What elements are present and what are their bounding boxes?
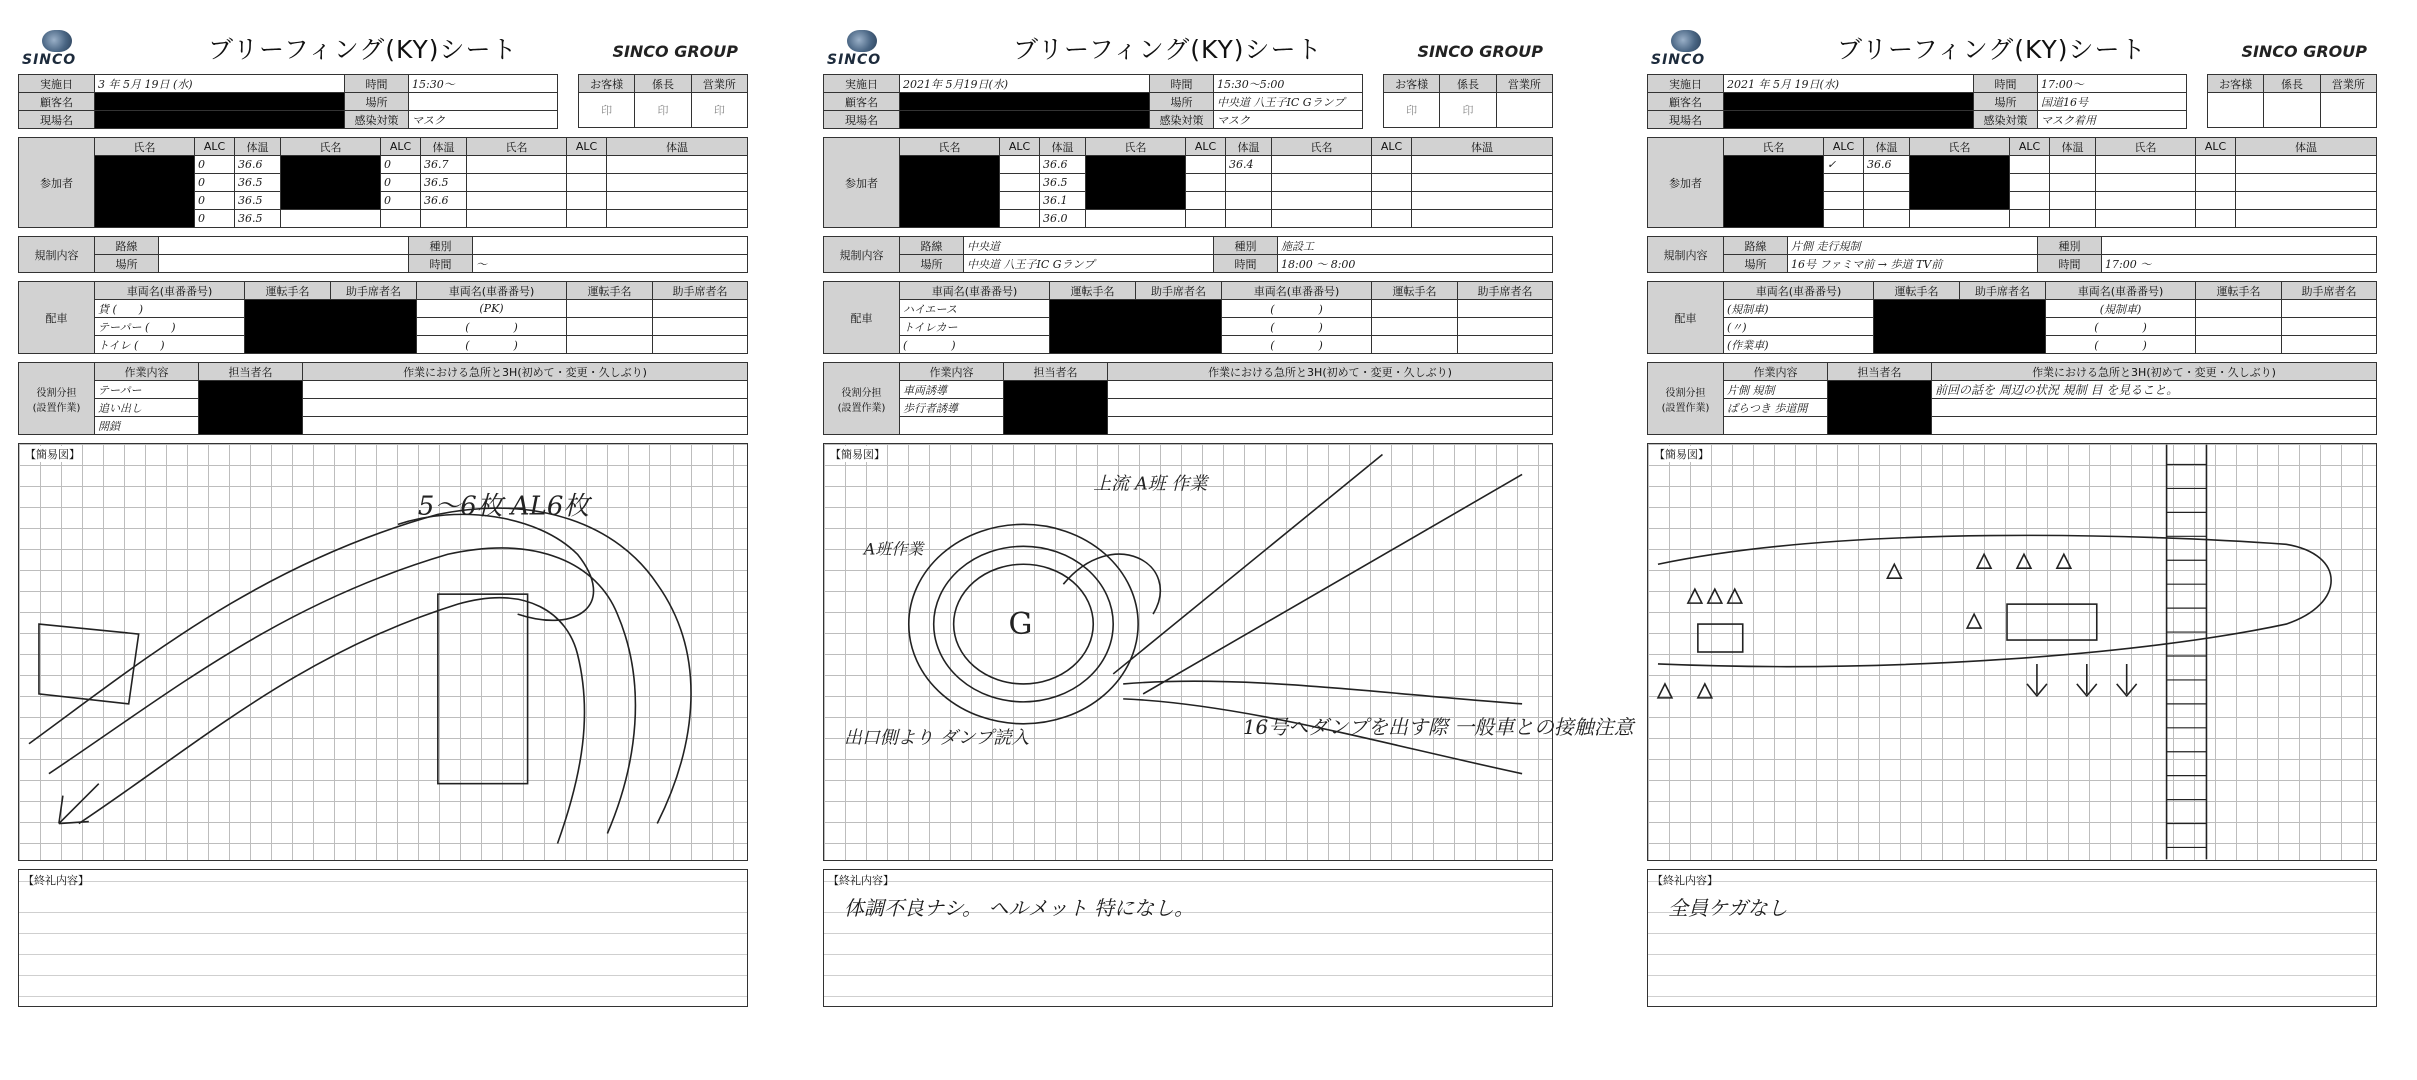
temp-header: 体温 xyxy=(1412,138,1553,156)
closing-area xyxy=(1647,869,2377,1007)
logo-mark-icon xyxy=(42,30,72,52)
vehicle-header: 車両名(車番番号) xyxy=(1222,282,1372,300)
manager-label: 顧客名 xyxy=(19,93,95,111)
dispatch-label: 配車 xyxy=(824,282,900,354)
time-value: 15:30～5:00 xyxy=(1214,75,1363,93)
sketch-area xyxy=(1647,443,2377,861)
roles-label: 役割分担 (設置作業) xyxy=(19,363,95,435)
sheet-title: ブリーフィング(KY)シート xyxy=(1837,35,2147,64)
name-header: 氏名 xyxy=(95,138,195,156)
dispatch-label: 配車 xyxy=(19,282,95,354)
participants-label: 参加者 xyxy=(824,138,900,228)
type-label: 種別 xyxy=(2038,237,2102,255)
sinco-logo xyxy=(823,30,903,74)
date-label: 実施日 xyxy=(19,75,95,93)
date-label: 実施日 xyxy=(824,75,900,93)
person-header: 担当者名 xyxy=(199,363,303,381)
svg-text:G: G xyxy=(1008,607,1033,643)
redacted-customer xyxy=(95,93,345,111)
participant-row: 0 36.6 0 36.7 xyxy=(19,156,748,174)
alc-header: ALC xyxy=(567,138,607,156)
regulation-label: 規制内容 xyxy=(1648,237,1724,273)
site-label: 現場名 xyxy=(19,111,95,129)
group-logo: SINCO GROUP xyxy=(612,42,738,61)
vehicle-cell: (規制車) xyxy=(2046,300,2196,318)
name-header: 氏名 xyxy=(1272,138,1372,156)
vehicle-cell: (〃) xyxy=(1724,318,1874,336)
alc-header: ALC xyxy=(381,138,421,156)
points-header: 作業における急所と3H(初めて・変更・久しぶり) xyxy=(1108,363,1553,381)
regulation-label: 規制内容 xyxy=(19,237,95,273)
alc-header: ALC xyxy=(2196,138,2236,156)
participant-row: 36.0 xyxy=(824,210,1553,228)
sketch-label: 【簡易図】 xyxy=(830,448,885,461)
participant-row: 0 36.5 xyxy=(19,210,748,228)
date-label: 実施日 xyxy=(1648,75,1724,93)
redacted-names xyxy=(281,156,381,210)
redacted-names xyxy=(900,156,1000,228)
redacted-drivers xyxy=(1050,300,1222,354)
sheet-header xyxy=(823,16,1553,74)
redacted-site xyxy=(900,111,1150,129)
date-value: 2021 年 5月 19日(水) xyxy=(1724,75,1974,93)
alc-header: ALC xyxy=(195,138,235,156)
dispatch-table xyxy=(18,281,748,354)
manager-label: 顧客名 xyxy=(1648,93,1724,111)
assistant-header: 助手席者名 xyxy=(1960,282,2046,300)
group-logo: SINCO GROUP xyxy=(1417,42,1543,61)
participants-table xyxy=(18,137,748,228)
type-label: 種別 xyxy=(409,237,473,255)
regulation-table xyxy=(18,236,748,273)
redacted-names xyxy=(1724,156,1824,228)
role-cell xyxy=(900,417,1004,435)
name-header: 氏名 xyxy=(1724,138,1824,156)
alc-header: ALC xyxy=(1824,138,1864,156)
driver-header: 運転手名 xyxy=(1874,282,1960,300)
stamp-customer xyxy=(2208,93,2264,128)
participant-row: ✓ 36.6 xyxy=(1648,156,2377,174)
closing-note: 全員ケガなし xyxy=(1668,896,1788,920)
period-value: 17:00 ～ xyxy=(2102,255,2377,273)
place-value: 中央道 八王子IC Gランプ xyxy=(1214,93,1363,111)
roles-label: 役割分担 (設置作業) xyxy=(824,363,900,435)
roles-table xyxy=(18,362,748,435)
site-label: 現場名 xyxy=(824,111,900,129)
vehicle-cell: 貨 ( ) xyxy=(95,300,245,318)
route-label: 路線 xyxy=(95,237,159,255)
role-point xyxy=(303,381,748,399)
route-value xyxy=(159,237,409,255)
assistant-header: 助手席者名 xyxy=(653,282,748,300)
stamp-boss: 印 xyxy=(635,93,691,128)
vehicle-cell: トイレ ( ) xyxy=(95,336,245,354)
work-header: 作業内容 xyxy=(95,363,199,381)
stamp-office xyxy=(1496,93,1552,128)
vehicle-cell: ( ) xyxy=(2046,336,2196,354)
sinco-logo xyxy=(1647,30,1727,74)
site-label: 現場名 xyxy=(1648,111,1724,129)
participant-row: 0 36.5 0 36.5 xyxy=(19,174,748,192)
stamp-boss xyxy=(2264,93,2320,128)
stamp-boss: 印 xyxy=(1440,93,1496,128)
name-header: 氏名 xyxy=(2096,138,2196,156)
redacted-site xyxy=(1724,111,1974,129)
vehicle-cell: テーパー ( ) xyxy=(95,318,245,336)
stamp-customer: 印 xyxy=(579,93,635,128)
stamp-office-label: 営業所 xyxy=(2320,75,2376,93)
closing-note: 体調不良ナシ。 ヘルメット 特になし。 xyxy=(844,896,1195,920)
infection-value: マスク着用 xyxy=(2038,111,2187,129)
role-point: 前回の話を 周辺の状況 規制 目 を見ること。 xyxy=(1932,381,2377,399)
sketch-label: 【簡易図】 xyxy=(25,448,80,461)
route-value: 片側 走行規制 xyxy=(1788,237,2038,255)
role-cell: 片側 規制 xyxy=(1724,381,1828,399)
vehicle-cell: ( ) xyxy=(417,318,567,336)
period-label: 時間 xyxy=(409,255,473,273)
redacted-person xyxy=(199,381,303,435)
location-label: 場所 xyxy=(900,255,964,273)
type-value xyxy=(2102,237,2377,255)
date-value: 3 年 5月 19日 (水) xyxy=(95,75,345,93)
logo-mark-icon xyxy=(1671,30,1701,52)
vehicle-cell: ( ) xyxy=(1222,318,1372,336)
vehicle-header: 車両名(車番番号) xyxy=(417,282,567,300)
redacted-person xyxy=(1004,381,1108,435)
vehicle-cell: ( ) xyxy=(1222,300,1372,318)
redacted-drivers xyxy=(245,300,417,354)
dispatch-table xyxy=(1647,281,2377,354)
person-header: 担当者名 xyxy=(1004,363,1108,381)
route-value: 中央道 xyxy=(964,237,1214,255)
vehicle-cell: ( ) xyxy=(1222,336,1372,354)
vehicle-header: 車両名(車番番号) xyxy=(900,282,1050,300)
route-label: 路線 xyxy=(1724,237,1788,255)
stamp-table xyxy=(2207,74,2377,128)
period-value: 18:00 ～ 8:00 xyxy=(1278,255,1553,273)
sheet-header xyxy=(18,16,748,74)
driver-header: 運転手名 xyxy=(245,282,331,300)
sketch-drawing xyxy=(19,444,747,860)
redacted-names xyxy=(95,156,195,228)
group-logo: SINCO GROUP xyxy=(2241,42,2367,61)
svg-text:上流 A班 作業: 上流 A班 作業 xyxy=(1093,473,1208,495)
redacted-names xyxy=(1086,156,1186,210)
participants-label: 参加者 xyxy=(1648,138,1724,228)
sheet-header xyxy=(1647,16,2377,74)
name-header: 氏名 xyxy=(900,138,1000,156)
time-label: 時間 xyxy=(1150,75,1214,93)
assistant-header: 助手席者名 xyxy=(2282,282,2377,300)
place-label: 場所 xyxy=(1974,93,2038,111)
temp-header: 体温 xyxy=(1040,138,1086,156)
time-label: 時間 xyxy=(1974,75,2038,93)
work-header: 作業内容 xyxy=(900,363,1004,381)
participant-row: 36.5 xyxy=(824,174,1553,192)
closing-label: 【終礼内容】 xyxy=(828,874,894,887)
assistant-header: 助手席者名 xyxy=(1458,282,1553,300)
logo-text: SINCO xyxy=(1651,52,1706,68)
sketch-label: 【簡易図】 xyxy=(1654,448,1709,461)
driver-header: 運転手名 xyxy=(2196,282,2282,300)
stamp-table xyxy=(578,74,748,128)
alc-header: ALC xyxy=(1186,138,1226,156)
infection-label: 感染対策 xyxy=(1150,111,1214,129)
participant-row: 0 36.5 0 36.6 xyxy=(19,192,748,210)
regulation-label: 規制内容 xyxy=(824,237,900,273)
alc-header: ALC xyxy=(1372,138,1412,156)
place-value xyxy=(409,93,558,111)
name-header: 氏名 xyxy=(467,138,567,156)
stamp-office-label: 営業所 xyxy=(1496,75,1552,93)
regulation-table xyxy=(823,236,1553,273)
svg-text:16号へダンプを出す際 一般車との接触注意: 16号へダンプを出す際 一般車との接触注意 xyxy=(1242,714,1634,739)
role-point xyxy=(1108,381,1553,399)
svg-text:5～6枚 AL6枚: 5～6枚 AL6枚 xyxy=(417,491,590,522)
time-value: 17:00～ xyxy=(2038,75,2187,93)
temp-header: 体温 xyxy=(2236,138,2377,156)
briefing-sheet xyxy=(1647,16,2377,1066)
infection-value: マスク xyxy=(1214,111,1363,129)
vehicle-cell: (作業車) xyxy=(1724,336,1874,354)
regulation-table xyxy=(1647,236,2377,273)
location-value xyxy=(159,255,409,273)
info-block xyxy=(18,74,748,129)
temp-header: 体温 xyxy=(2050,138,2096,156)
period-label: 時間 xyxy=(1214,255,1278,273)
period-label: 時間 xyxy=(2038,255,2102,273)
person-header: 担当者名 xyxy=(1828,363,1932,381)
stamp-customer-label: お客様 xyxy=(579,75,635,93)
stamp-customer-label: お客様 xyxy=(2208,75,2264,93)
closing-area xyxy=(18,869,748,1007)
alc-header: ALC xyxy=(1000,138,1040,156)
place-value: 国道16号 xyxy=(2038,93,2187,111)
stamp-office-label: 営業所 xyxy=(691,75,747,93)
redacted-customer xyxy=(1724,93,1974,111)
type-value xyxy=(473,237,748,255)
svg-text:出口側より ダンプ読入: 出口側より ダンプ読入 xyxy=(843,727,1030,749)
dispatch-table xyxy=(823,281,1553,354)
location-label: 場所 xyxy=(95,255,159,273)
place-label: 場所 xyxy=(1150,93,1214,111)
driver-header: 運転手名 xyxy=(567,282,653,300)
date-value: 2021年 5月19日(水) xyxy=(900,75,1150,93)
info-block xyxy=(1647,74,2377,129)
participants-table xyxy=(1647,137,2377,228)
svg-text:A班作業: A班作業 xyxy=(863,539,924,559)
participants-label: 参加者 xyxy=(19,138,95,228)
info-table xyxy=(1647,74,2187,129)
info-table xyxy=(18,74,558,129)
stamp-boss-label: 係長 xyxy=(2264,75,2320,93)
period-value: ～ xyxy=(473,255,748,273)
info-table xyxy=(823,74,1363,129)
sinco-logo xyxy=(18,30,98,74)
info-block xyxy=(823,74,1553,129)
assistant-header: 助手席者名 xyxy=(331,282,417,300)
infection-label: 感染対策 xyxy=(345,111,409,129)
points-header: 作業における急所と3H(初めて・変更・久しぶり) xyxy=(303,363,748,381)
logo-text: SINCO xyxy=(22,52,77,68)
vehicle-cell: トイレカー xyxy=(900,318,1050,336)
sketch-area xyxy=(18,443,748,861)
closing-label: 【終礼内容】 xyxy=(1652,874,1718,887)
name-header: 氏名 xyxy=(281,138,381,156)
sheet-title: ブリーフィング(KY)シート xyxy=(1013,35,1323,64)
stamp-boss-label: 係長 xyxy=(635,75,691,93)
role-cell xyxy=(1724,417,1828,435)
dispatch-label: 配車 xyxy=(1648,282,1724,354)
roles-table xyxy=(1647,362,2377,435)
time-value: 15:30～ xyxy=(409,75,558,93)
vehicle-cell: ( ) xyxy=(417,336,567,354)
roles-label: 役割分担 (設置作業) xyxy=(1648,363,1724,435)
temp-header: 体温 xyxy=(1226,138,1272,156)
vehicle-cell: ( ) xyxy=(900,336,1050,354)
participant-row: 36.6 36.4 xyxy=(824,156,1553,174)
closing-area xyxy=(823,869,1553,1007)
work-header: 作業内容 xyxy=(1724,363,1828,381)
redacted-drivers xyxy=(1874,300,2046,354)
driver-header: 運転手名 xyxy=(1050,282,1136,300)
vehicle-header: 車両名(車番番号) xyxy=(1724,282,1874,300)
stamp-customer: 印 xyxy=(1384,93,1440,128)
name-header: 氏名 xyxy=(1910,138,2010,156)
redacted-names xyxy=(1910,156,2010,210)
place-label: 場所 xyxy=(345,93,409,111)
role-cell: 歩行者誘導 xyxy=(900,399,1004,417)
vehicle-cell: (規制車) xyxy=(1724,300,1874,318)
stamp-office: 印 xyxy=(691,93,747,128)
role-cell: ぱらつき 歩道開 xyxy=(1724,399,1828,417)
sketch-drawing xyxy=(1648,444,2376,860)
driver-header: 運転手名 xyxy=(1372,282,1458,300)
infection-label: 感染対策 xyxy=(1974,111,2038,129)
roles-table xyxy=(823,362,1553,435)
temp-header: 体温 xyxy=(1864,138,1910,156)
temp-header: 体温 xyxy=(421,138,467,156)
infection-value: マスク xyxy=(409,111,558,129)
sketch-area xyxy=(823,443,1634,861)
briefing-sheet xyxy=(18,16,748,1066)
redacted-person xyxy=(1828,381,1932,435)
manager-label: 顧客名 xyxy=(824,93,900,111)
role-cell: 開鎖 xyxy=(95,417,199,435)
role-cell: テーパー xyxy=(95,381,199,399)
route-label: 路線 xyxy=(900,237,964,255)
logo-text: SINCO xyxy=(827,52,882,68)
participant-row: 36.1 xyxy=(824,192,1553,210)
location-label: 場所 xyxy=(1724,255,1788,273)
sketch-drawing xyxy=(824,444,1634,860)
type-label: 種別 xyxy=(1214,237,1278,255)
vehicle-header: 車両名(車番番号) xyxy=(2046,282,2196,300)
closing-label: 【終礼内容】 xyxy=(23,874,89,887)
stamp-table xyxy=(1383,74,1553,128)
temp-header: 体温 xyxy=(607,138,748,156)
vehicle-cell: (PK) xyxy=(417,300,567,318)
stamp-office xyxy=(2320,93,2376,128)
redacted-customer xyxy=(900,93,1150,111)
vehicle-cell: ハイエース xyxy=(900,300,1050,318)
temp-header: 体温 xyxy=(235,138,281,156)
redacted-site xyxy=(95,111,345,129)
name-header: 氏名 xyxy=(1086,138,1186,156)
sheet-title: ブリーフィング(KY)シート xyxy=(208,35,518,64)
vehicle-cell: ( ) xyxy=(2046,318,2196,336)
stamp-boss-label: 係長 xyxy=(1440,75,1496,93)
briefing-sheet xyxy=(823,16,1634,1066)
participants-table xyxy=(823,137,1553,228)
points-header: 作業における急所と3H(初めて・変更・久しぶり) xyxy=(1932,363,2377,381)
role-cell: 追い出し xyxy=(95,399,199,417)
assistant-header: 助手席者名 xyxy=(1136,282,1222,300)
time-label: 時間 xyxy=(345,75,409,93)
alc-header: ALC xyxy=(2010,138,2050,156)
stamp-customer-label: お客様 xyxy=(1384,75,1440,93)
logo-mark-icon xyxy=(847,30,877,52)
location-value: 16号 ファミマ前 → 歩道 TV前 xyxy=(1788,255,2038,273)
type-value: 施設工 xyxy=(1278,237,1553,255)
location-value: 中央道 八王子IC Gランプ xyxy=(964,255,1214,273)
role-cell: 車両誘導 xyxy=(900,381,1004,399)
vehicle-header: 車両名(車番番号) xyxy=(95,282,245,300)
